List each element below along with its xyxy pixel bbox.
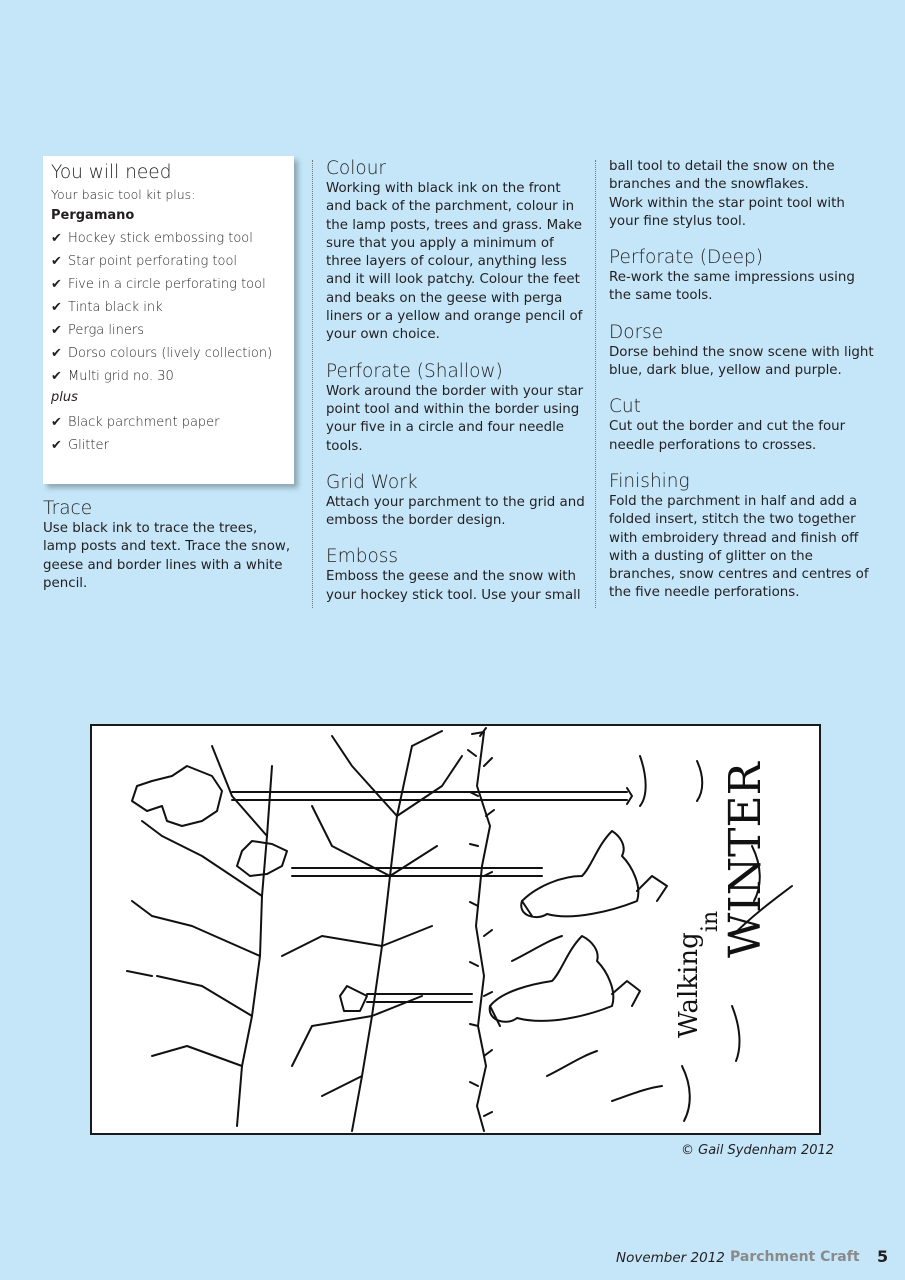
text-winter: WINTER: [720, 762, 771, 958]
tool-list-item: [51, 365, 294, 388]
check-icon: ✔: [51, 277, 62, 292]
tool-name: Hockey stick embossing tool: [68, 231, 253, 246]
heading-grid-work: Grid Work: [326, 471, 418, 493]
heading-dorse: Dorse: [609, 321, 664, 343]
tool-list-item: [51, 411, 294, 434]
tool-name: Tinta black ink: [68, 300, 163, 315]
tool-list-item: [51, 296, 294, 319]
tool-list-item: [51, 342, 294, 365]
tool-list-item: [51, 273, 294, 296]
you-will-need-subtitle: Your basic tool kit plus:: [51, 187, 196, 202]
tool-name: Black parchment paper: [68, 415, 220, 430]
heading-trace: Trace: [43, 498, 93, 519]
brand-name: Pergamano: [51, 208, 135, 223]
tool-name: Dorso colours (lively collection): [68, 346, 273, 361]
plus-label: plus: [51, 390, 78, 405]
tool-list: [51, 227, 294, 388]
column-3: [609, 158, 874, 603]
heading-cut: Cut: [609, 396, 641, 418]
tool-name: Star point perforating tool: [68, 254, 238, 269]
text-walking: Walking: [674, 932, 704, 1038]
heading-emboss: Emboss: [326, 546, 399, 568]
body-cut: Cut out the border and cut the four needle perforations to crosses.: [609, 419, 846, 453]
body-colour: Working with black ink on the front and back of the parchment, colour in the lamp posts, trees and grass. Make sure that you apply a minimum of three layers of colour, anything less and it will look patchy. Colour the feet and beaks on the geese with perga liners or a yellow and orange pencil of your own choice.: [326, 181, 583, 343]
check-icon: ✔: [51, 438, 62, 453]
column-2: [326, 158, 586, 605]
check-icon: ✔: [51, 254, 62, 269]
check-icon: ✔: [51, 415, 62, 430]
heading-colour: Colour: [326, 158, 387, 179]
body-emboss: Emboss the geese and the snow with your hockey stick tool. Use your small: [326, 569, 581, 603]
body-finishing: Fold the parchment in half and add a folded insert, stitch the two together with embroidery thread and finish off with a dusting of glitter on the branches, snow centres and centres of the five needle perforations.: [609, 493, 869, 601]
body-dorse: Dorse behind the snow scene with light blue, dark blue, yellow and purple.: [609, 344, 874, 379]
pattern-illustration: [92, 726, 819, 1133]
heading-perforate-shallow: Perforate (Shallow): [326, 360, 503, 382]
column-divider: [312, 160, 313, 608]
you-will-need-title: You will need: [51, 162, 172, 183]
tool-list-item: [51, 319, 294, 342]
body-emboss-continued: ball tool to detail the snow on the branches and the snowflakes.: [609, 159, 835, 193]
tool-name: Glitter: [68, 438, 109, 453]
check-icon: ✔: [51, 369, 62, 384]
check-icon: ✔: [51, 323, 62, 338]
check-icon: ✔: [51, 346, 62, 361]
footer-date: November 2012: [616, 1250, 725, 1266]
body-grid-work: Attach your parchment to the grid and emboss the border design.: [326, 494, 585, 529]
pattern-artwork: [90, 724, 821, 1135]
column-1: [43, 498, 293, 593]
text-in: in: [698, 910, 723, 932]
geese: [490, 831, 667, 1026]
tool-list-item: [51, 250, 294, 273]
you-will-need-box: [43, 156, 294, 484]
grass-strip: [468, 728, 494, 1131]
body-trace: Use black ink to trace the trees, lamp posts and text. Trace the snow, geese and border lines with a white pencil.: [43, 521, 291, 591]
body-emboss-continued-2: Work within the star point tool with your fine stylus tool.: [609, 195, 845, 229]
check-icon: ✔: [51, 300, 62, 315]
body-perforate-deep: Re-work the same impressions using the same tools.: [609, 270, 855, 304]
pattern-title: [674, 760, 771, 1038]
tool-list-item: [51, 227, 294, 250]
extra-list: [51, 411, 294, 457]
heading-finishing: Finishing: [609, 470, 690, 492]
footer-magazine: Parchment Craft: [730, 1249, 860, 1265]
body-perforate-shallow: Work around the border with your star point tool and within the border using your five in a circle and four needle tools.: [326, 383, 584, 454]
heading-perforate-deep: Perforate (Deep): [609, 247, 763, 269]
page-number: 5: [877, 1247, 889, 1266]
tool-name: Perga liners: [68, 323, 144, 338]
tool-name: Multi grid no. 30: [68, 369, 174, 384]
check-icon: ✔: [51, 231, 62, 246]
copyright: © Gail Sydenham 2012: [681, 1143, 835, 1158]
tool-list-item: [51, 434, 294, 457]
tool-name: Five in a circle perforating tool: [68, 277, 266, 292]
column-divider: [595, 160, 596, 608]
